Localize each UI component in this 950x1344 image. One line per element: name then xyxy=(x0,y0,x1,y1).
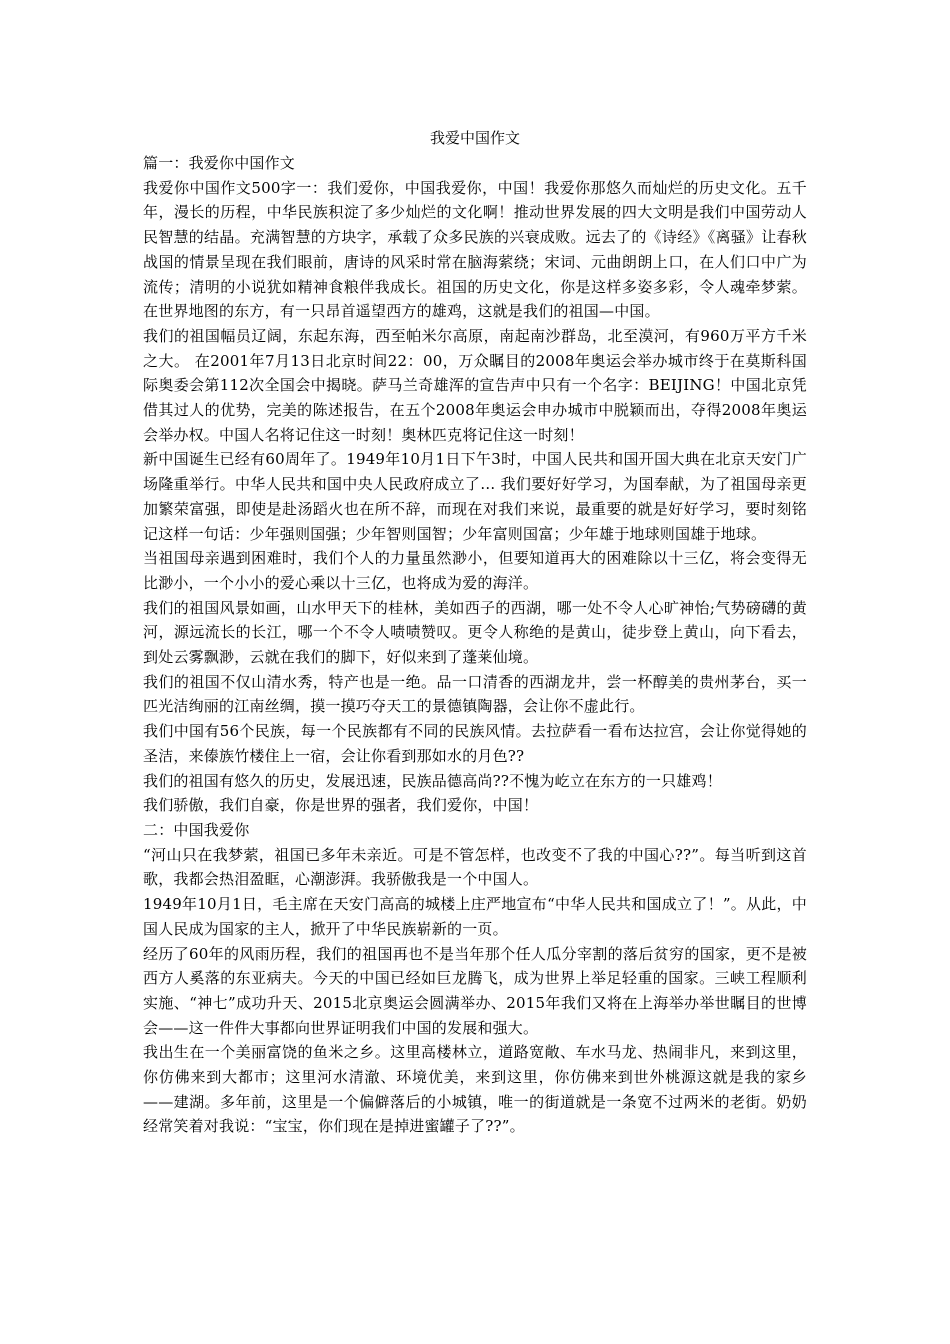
paragraph: 我爱你中国作文500字一：我们爱你，中国我爱你，中国！我爱你那悠久而灿烂的历史文化。五千年，漫长的历程，中华民族积淀了多少灿烂的文化啊！推动世界发展的四大文明是我们中国劳动人民智慧的结晶。充满智慧的方块字，承载了众多民族的兴衰成败。远去了的《诗经》《离骚》让春秋战国的情景呈现在我们眼前，唐诗的风采时常在脑海萦绕；宋词、元曲朗朗上口，在人们口中广为流传；清明的小说犹如精神食粮伴我成长。祖国的历史文化，你是这样多姿多彩，令人魂牵梦萦。 在世界地图的东方，有一只昂首遥望西方的雄鸡，这就是我们的祖国—中国。 xyxy=(143,178,807,321)
paragraph: 我们的祖国幅员辽阔，东起东海，西至帕米尔高原，南起南沙群岛，北至漠河，有960万平方千米之大。 在2001年7月13日北京时间22：00，万众瞩目的2008年奥运会举办城市终于在莫斯科国际奥委会第112次全国会中揭晓。萨马兰奇雄浑的宣告声中只有一个名字：BEIJING！中国北京凭借其过人的优势，完美的陈述报告，在五个2008年奥运会申办城市中脱颖而出，夺得2008年奥运会举办权。中国人名将记住这一时刻！奥林匹克将记住这一时刻！ xyxy=(143,326,807,444)
paragraph: 我们的祖国不仅山清水秀，特产也是一绝。品一口清香的西湖龙井，尝一杯醇美的贵州茅台，买一匹光洁绚丽的江南丝绸，摸一摸巧夺天工的景德镇陶器，会让你不虚此行。 xyxy=(143,672,807,716)
paragraph: 我出生在一个美丽富饶的鱼米之乡。这里高楼林立，道路宽敞、车水马龙、热闹非凡，来到这里，你仿佛来到大都市；这里河水清澈、环境优美，来到这里，你仿佛来到世外桃源这就是我的家乡——建湖。多年前，这里是一个偏僻落后的小城镇，唯一的街道就是一条宽不过两米的老街。奶奶经常笑着对我说：“宝宝，你们现在是掉进蜜罐子了??”。 xyxy=(143,1043,807,1136)
section-heading: 二：中国我爱你 xyxy=(143,820,250,839)
paragraph: 我们的祖国有悠久的历史，发展迅速，民族品德高尚??不愧为屹立在东方的一只雄鸡！ xyxy=(143,771,722,790)
paragraph: 我们中国有56个民族，每一个民族都有不同的民族风情。去拉萨看一看布达拉宫，会让你觉得她的圣洁，来傣族竹楼住上一宿，会让你看到那如水的月色?? xyxy=(143,722,807,765)
paragraph: 我们骄傲，我们自豪，你是世界的强者，我们爱你，中国！ xyxy=(143,796,539,815)
paragraph: 1949年10月1日，毛主席在天安门高高的城楼上庄严地宣布“中华人民共和国成立了！”。从此，中国人民成为国家的主人，掀开了中华民族崭新的一页。 xyxy=(143,895,807,938)
paragraph: 经历了60年的风雨历程，我们的祖国再也不是当年那个任人瓜分宰割的落后贫穷的国家，更不是被西方人奚落的东亚病夫。今天的中国已经如巨龙腾飞，成为世界上举足轻重的国家。三峡工程顺利实施、“神七”成功升天、2015北京奥运会圆满举办、2015年我们又将在上海举办举世瞩目的世博会——这一件件大事都向世界证明我们中国的发展和强大。 xyxy=(143,944,807,1037)
paragraph: 当祖国母亲遇到困难时，我们个人的力量虽然渺小，但要知道再大的困难除以十三亿，将会变得无比渺小，一个小小的爱心乘以十三亿，也将成为爱的海洋。 xyxy=(143,549,807,592)
document-body xyxy=(143,125,807,1139)
section-heading: 篇一：我爱你中国作文 xyxy=(143,154,296,172)
paragraph: 我们的祖国风景如画，山水甲天下的桂林，美如西子的西湖，哪一处不令人心旷神怡;气势磅礴的黄河，源远流长的长江，哪一个不令人啧啧赞叹。更令人称绝的是黄山，徒步登上黄山，向下看去，到处云雾飘渺，云就在我们的脚下，好似来到了蓬莱仙境。 xyxy=(143,598,807,667)
document-title: 我爱中国作文 xyxy=(429,129,520,147)
paragraph: 新中国诞生已经有60周年了。1949年10月1日下午3时，中国人民共和国开国大典在北京天安门广场隆重举行。中华人民共和国中央人民政府成立了… 我们要好好学习，为国奉献，为了祖国母亲更加繁荣富强，即使是赴汤蹈火也在所不辞，而现在对我们来说，最重要的就是好好学习，要时刻铭记这样一句话：少年强则国强；少年智则国智；少年富则国富；少年雄于地球则国雄于地球。 xyxy=(143,450,807,543)
paragraph: “河山只在我梦萦，祖国已多年未亲近。可是不管怎样，也改变不了我的中国心??”。每当听到这首歌，我都会热泪盈眶，心潮澎湃。我骄傲我是一个中国人。 xyxy=(143,845,807,889)
